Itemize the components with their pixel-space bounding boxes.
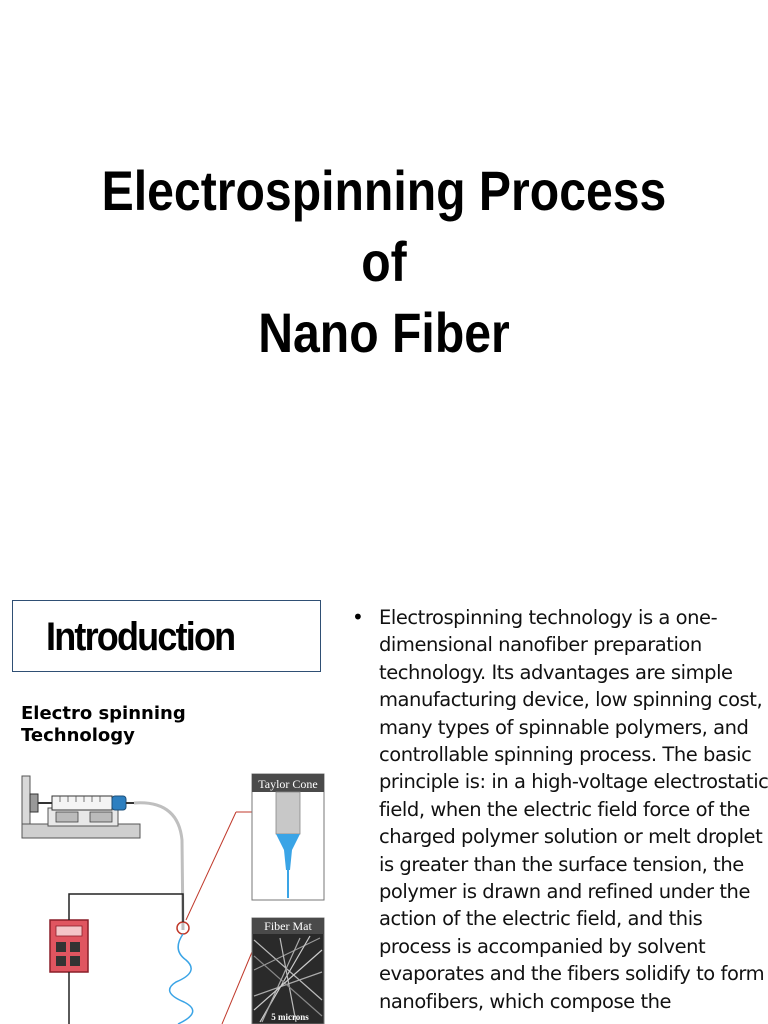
fiber-jet <box>170 934 193 1024</box>
callout-fiber-mat <box>222 952 252 1024</box>
scale-label: 5 microns <box>271 1012 309 1022</box>
callout-taylor-cone <box>186 812 236 920</box>
figure-heading-line-1: Electro spinning <box>21 703 186 724</box>
electrospinning-diagram <box>0 760 340 1024</box>
title-line-1: Electrospinning Process <box>101 159 667 222</box>
fiber-mat-label: Fiber Mat <box>264 919 312 933</box>
taylor-cone-label: Taylor Cone <box>258 777 318 791</box>
power-supply <box>50 920 88 972</box>
slide-title <box>54 155 714 368</box>
taylor-cone-inset <box>252 774 324 900</box>
body-paragraph: Electrospinning technology is a one-dimensional nanofiber preparation technology. Its advantages are simple manufacturing device, low spinning cost, many types of spinnable polymers, and controllable spinning process. The basic principle is: in a high-voltage electrostatic field, when the electric field force of the charged polymer solution or melt droplet is greater than the surface tension, the polymer is drawn and refined under the action of the electric field, and this process is accompanied by solvent evaporates and the fibers solidify to form nanofibers, which compose the <box>379 606 768 1013</box>
power-wire <box>69 894 183 922</box>
syringe <box>30 794 134 812</box>
fiber-mat-inset <box>252 918 324 1024</box>
introduction-box <box>12 600 321 672</box>
feed-tube <box>134 803 183 930</box>
title-line-2: of <box>361 230 407 293</box>
figure-heading <box>21 703 186 747</box>
figure-heading-line-2: Technology <box>21 725 135 746</box>
introduction-heading: Introduction <box>46 615 235 659</box>
bullet-marker: • <box>352 605 364 629</box>
title-line-3: Nano Fiber <box>258 301 510 364</box>
